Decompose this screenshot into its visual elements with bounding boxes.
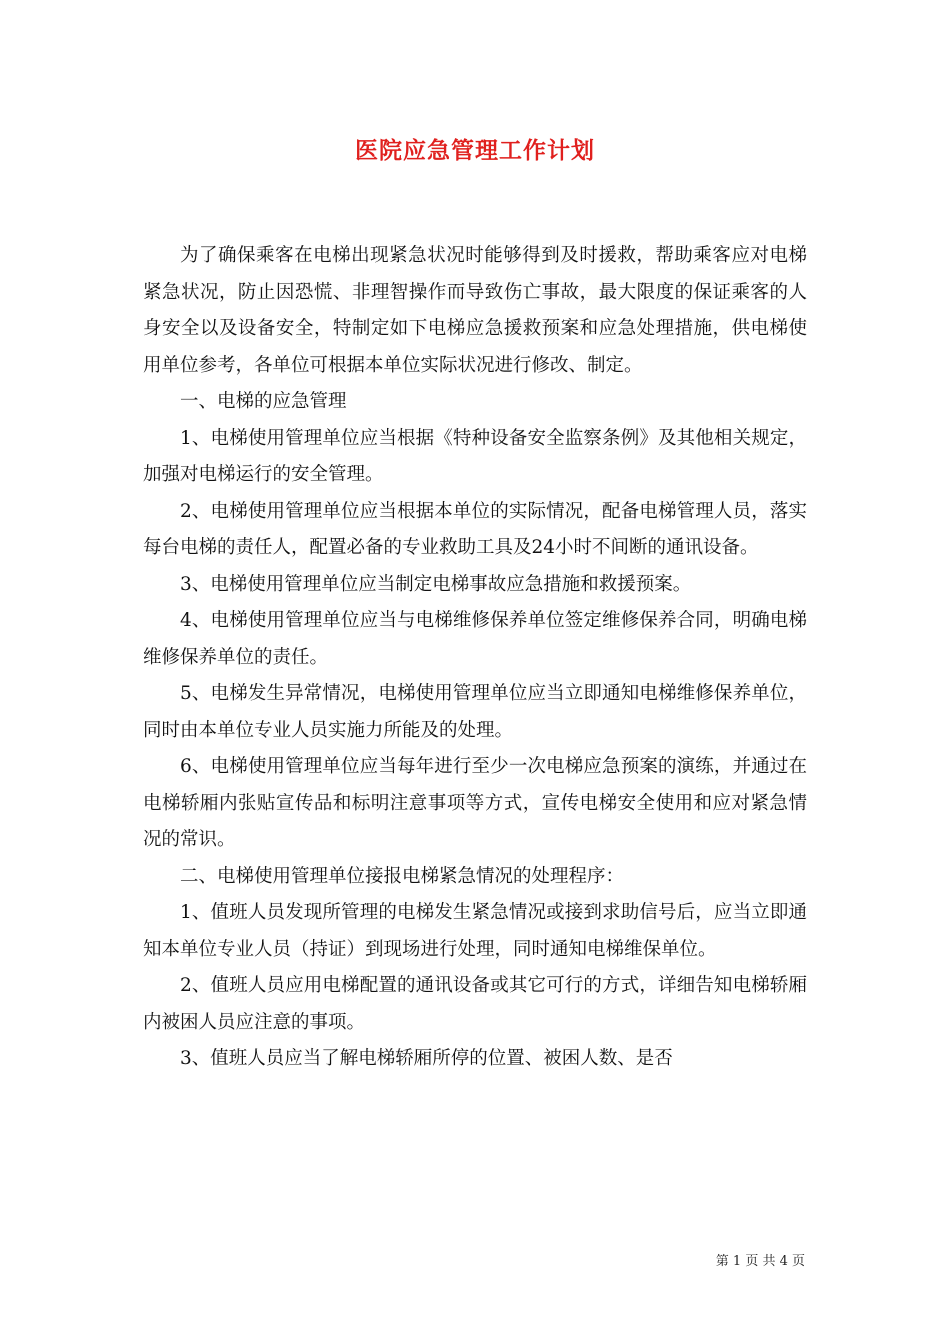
document-body: [143, 238, 807, 1078]
paragraph-2-2: 2、值班人员应用电梯配置的通讯设备或其它可行的方式，详细告知电梯轿厢内被困人员应注意的事项。: [143, 975, 807, 1033]
paragraph-1-2: 2、电梯使用管理单位应当根据本单位的实际情况，配备电梯管理人员，落实每台电梯的责任人，配置必备的专业救助工具及24小时不间断的通讯设备。: [143, 500, 807, 558]
paragraph-1-3: 3、电梯使用管理单位应当制定电梯事故应急措施和救援预案。: [180, 573, 692, 595]
paragraph-1-1: 1、电梯使用管理单位应当根据《特种设备安全监察条例》及其他相关规定，加强对电梯运行的安全管理。: [143, 427, 807, 485]
section-heading-2: 二、电梯使用管理单位接报电梯紧急情况的处理程序：: [180, 865, 625, 887]
paragraph-1-6: 6、电梯使用管理单位应当每年进行至少一次电梯应急预案的演练，并通过在电梯轿厢内张贴宣传品和标明注意事项等方式，宣传电梯安全使用和应对紧急情况的常识。: [143, 756, 807, 850]
page-number-footer: 第 1 页 共 4 页: [715, 1254, 805, 1269]
paragraph-2-3: 3、值班人员应当了解电梯轿厢所停的位置、被困人数、是否: [180, 1048, 673, 1069]
paragraph-intro: 为了确保乘客在电梯出现紧急状况时能够得到及时援救，帮助乘客应对电梯紧急状况，防止因恐慌、非理智操作而导致伤亡事故，最大限度的保证乘客的人身安全以及设备安全，特制定如下电梯应急援救预案和应急处理措施，供电梯使用单位参考，各单位可根据本单位实际状况进行修改、制定。: [143, 245, 807, 376]
paragraph-2-1: 1、值班人员发现所管理的电梯发生紧急情况或接到求助信号后，应当立即通知本单位专业人员（持证）到现场进行处理，同时通知电梯维保单位。: [143, 902, 807, 960]
document-title: 医院应急管理工作计划: [355, 137, 595, 164]
paragraph-1-5: 5、电梯发生异常情况，电梯使用管理单位应当立即通知电梯维修保养单位，同时由本单位专业人员实施力所能及的处理。: [143, 683, 807, 741]
paragraph-1-4: 4、电梯使用管理单位应当与电梯维修保养单位签定维修保养合同，明确电梯维修保养单位的责任。: [143, 610, 807, 668]
section-heading-1: 一、电梯的应急管理: [180, 391, 347, 412]
